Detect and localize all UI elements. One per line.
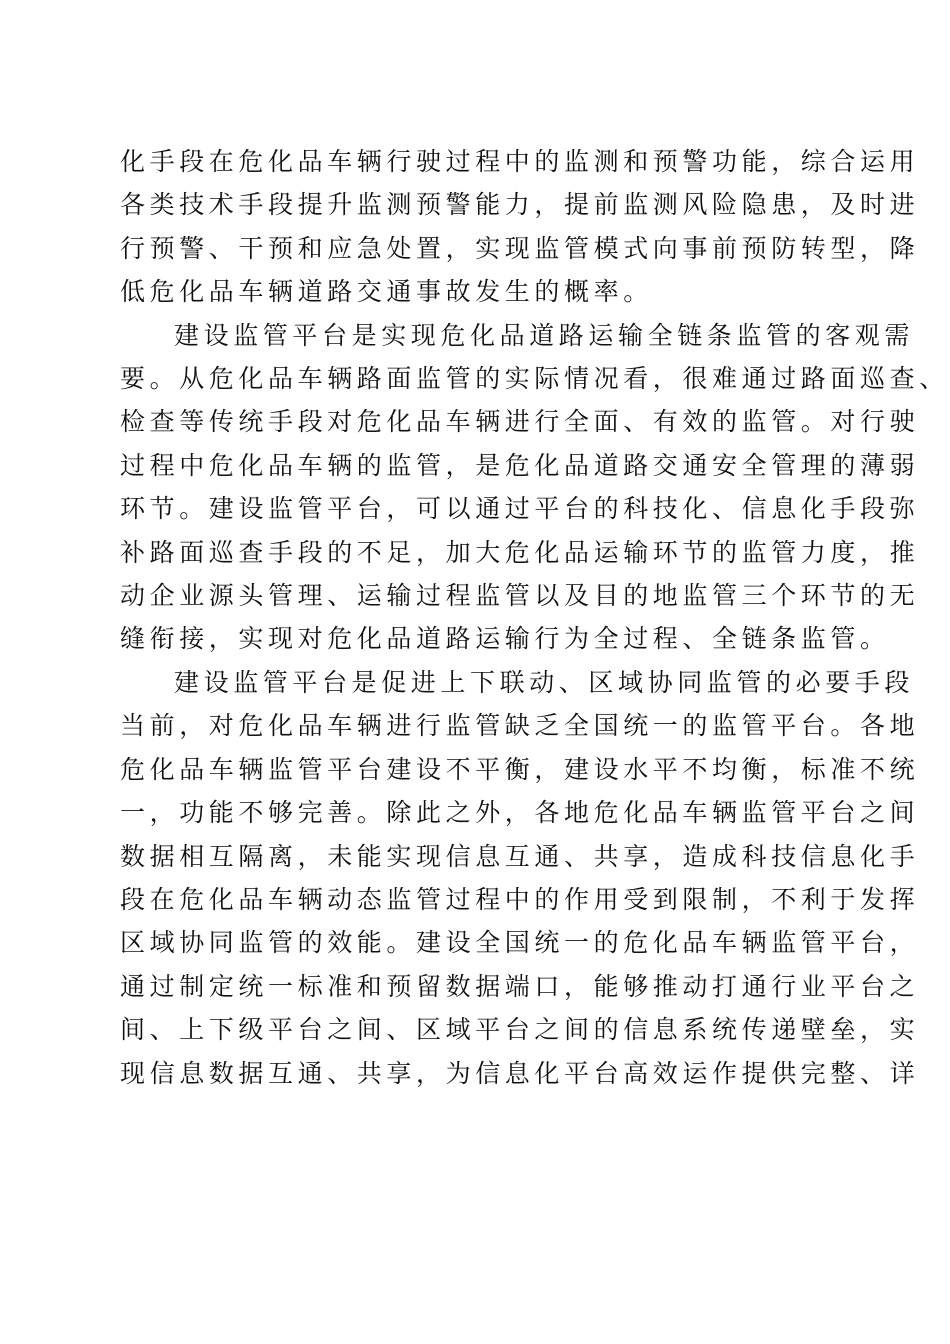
paragraph-2 bbox=[120, 314, 949, 661]
text-line-indented: 建设监管平台是促进上下联动、区域协同监管的必要手段 bbox=[174, 667, 915, 697]
text-line: 缝衔接，实现对危化品道路运输行为全过程、全链条监管。 bbox=[120, 624, 890, 654]
text-line: 要。从危化品车辆路面监管的实际情况看，很难通过路面巡查、 bbox=[120, 364, 949, 394]
document-body bbox=[120, 140, 949, 1095]
text-line: 现信息数据互通、共享，为信息化平台高效运作提供完整、详 bbox=[120, 1058, 920, 1088]
text-line: 段在危化品车辆动态监管过程中的作用受到限制，不利于发挥 bbox=[120, 884, 920, 914]
text-line: 环节。建设监管平台，可以通过平台的科技化、信息化手段弥 bbox=[120, 494, 920, 524]
text-line: 检查等传统手段对危化品车辆进行全面、有效的监管。对行驶 bbox=[120, 407, 920, 437]
text-line: 补路面巡查手段的不足，加大危化品运输环节的监管力度，推 bbox=[120, 537, 920, 567]
text-line: 动企业源头管理、运输过程监管以及目的地监管三个环节的无 bbox=[120, 581, 920, 611]
text-line: 当前，对危化品车辆进行监管缺乏全国统一的监管平台。各地 bbox=[120, 711, 920, 741]
text-line: 一，功能不够完善。除此之外，各地危化品车辆监管平台之间 bbox=[120, 798, 920, 828]
text-line: 数据相互隔离，未能实现信息互通、共享，造成科技信息化手 bbox=[120, 841, 920, 871]
text-line-indented: 建设监管平台是实现危化品道路运输全链条监管的客观需 bbox=[174, 320, 915, 350]
text-line: 低危化品车辆道路交通事故发生的概率。 bbox=[120, 277, 653, 307]
text-line: 间、上下级平台之间、区域平台之间的信息系统传递壁垒，实 bbox=[120, 1015, 920, 1045]
paragraph-3 bbox=[120, 661, 920, 1095]
paragraph-1 bbox=[120, 140, 920, 314]
text-line: 危化品车辆监管平台建设不平衡，建设水平不均衡，标准不统 bbox=[120, 754, 920, 784]
text-line: 通过制定统一标准和预留数据端口，能够推动打通行业平台之 bbox=[120, 971, 920, 1001]
text-line: 过程中危化品车辆的监管，是危化品道路交通安全管理的薄弱 bbox=[120, 450, 920, 480]
text-line: 各类技术手段提升监测预警能力，提前监测风险隐患，及时进 bbox=[120, 190, 920, 220]
text-line: 行预警、干预和应急处置，实现监管模式向事前预防转型，降 bbox=[120, 233, 920, 263]
text-line: 区域协同监管的效能。建设全国统一的危化品车辆监管平台， bbox=[120, 928, 920, 958]
text-line: 化手段在危化品车辆行驶过程中的监测和预警功能，综合运用 bbox=[120, 147, 920, 176]
